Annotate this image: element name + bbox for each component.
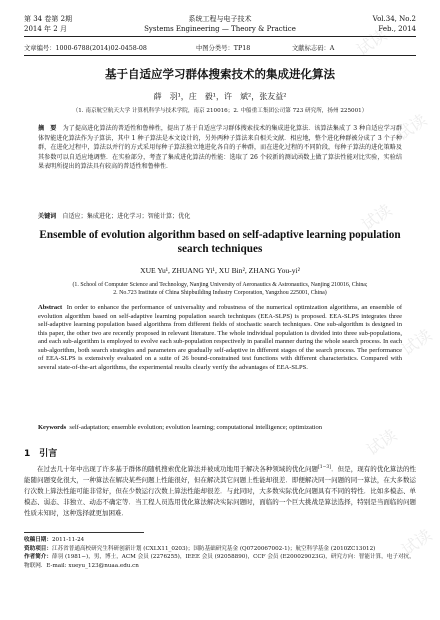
footnotes [24, 536, 416, 570]
header-date-cn: 2014 年 2 月 [24, 25, 67, 33]
watermark: 试读 [398, 525, 436, 560]
keywords-cn-label: 关键词 [38, 213, 57, 220]
funding-text: 江苏省普通高校研究生科研创新计划 (CXLX11_0203)；国防基础研究基金 (Q0720067002-1)；航空科学基金 (2010ZC13012) [51, 545, 376, 552]
footnote-rule [24, 532, 144, 533]
title-english: Ensemble of evolution algorithm based on self-adaptive learning population search techniques [39, 229, 401, 255]
keywords-cn-text: 自适应；集成进化；进化学习；智能计算；优化 [62, 213, 191, 220]
watermark: 试读 [353, 25, 391, 60]
intro-text-cont: ．但是，现有的优化算法的性能随问题变化很大，一种算法在解决某些问题上性能很好，但在解决其它问题上性能却很差．即便解决同一问题的同一算法，在大多数运行次数上算法性能可能非常好，但在少数运行次数上算法性能却很差．与此同时，大多数实际优化问题具有不同的特性．比如多模态、单模态、弱态、非独立、动态不确定等．当工程人员选用优化算法解决实际问题时，面临的一个巨大挑战是算法选择，特别是当面临的问题性质未知时，这种选择就更加困难． [24, 465, 416, 518]
watermark: 试读 [398, 325, 436, 360]
header-journal-cn: 系统工程与电子技术 [188, 15, 252, 23]
keywords-english [38, 424, 402, 433]
footnote-funding [24, 545, 416, 554]
header-volume: Vol.34, No.2 [372, 15, 416, 23]
abstract-chinese [38, 124, 402, 210]
meta-rule [24, 55, 416, 56]
abstract-en-label: Abstract [38, 304, 63, 311]
abstract-cn-text: 为了提高进化算法的普适性和鲁棒性，提出了基于自适应学习群体搜索技术的集成进化算法．该算法集成了 3 种自适应学习群体智能进化算法作为子算法，其中 1 种子算法是本文设计的，另外两种子算法来自相关文献．相应地，整个进化种群被分成了 3 个子种群，在进化过程中，算法以并行的方式采用每种子算法独立地进化各自的子种群，而在进化过程的不同阶段，每种子算法的进化策略及其参数可以自适应地调整．在实验部分，考查了集成进化算法的性能：选取了 26 个较新的测试函数上做了算法性能对比实验，实验结果表明所提出的算法具有较高的普适性和鲁棒性． [38, 125, 402, 171]
funding-label: 资助项目： [24, 545, 52, 552]
header-journal-en: Systems Engineering — Theory & Practice [144, 25, 296, 33]
author-bio-text: 薛羽 (1981−)，男，博士，ACM 会员 (2276255)，IEEE 会员 (92058890)，CCF 会员 (E200029023G)，研究方向：智能计算，电子对抗，物联网．E-mail: xueyu_123@nuaa.edu.cn [24, 554, 415, 569]
document-code: 文献标志码：A [292, 45, 335, 52]
header-issue: 第 34 卷第 2期 [24, 15, 73, 23]
intro-text: 在过去几十年中出现了许多基于群体的随机搜索优化算法并被成功地用于解决各种领域的优化问题 [37, 465, 319, 474]
affiliation-en-line: 2. No.723 Institute of China Shipbuilding Industry Corporation, Yangzhou 225001, China) [113, 290, 327, 296]
authors-english: XUE Yu¹, ZHUANG Yi¹, XU Bin², ZHANG You-yi² [140, 266, 300, 275]
watermark: 试读 [363, 425, 401, 460]
article-number: 文章编号：1000-6788(2014)02-0458-08 [24, 45, 147, 52]
received-date: 2011-11-24 [51, 537, 85, 543]
introduction-paragraph [24, 462, 416, 528]
footnote-received [24, 536, 416, 545]
abstract-cn-label: 摘 要 [38, 125, 57, 132]
abstract-english [38, 304, 402, 423]
authors-chinese: 薛 羽¹，庄 毅¹，许 斌²，张友益² [153, 92, 287, 101]
keywords-en-text: self-adaptation; ensemble evolution; evolution learning; computational intelligence; optimization [69, 424, 322, 431]
affiliation-en-line: (1. School of Computer Science and Technology, Nanjing University of Aeronautics & Astronautics, Nanjing 210016, China; [72, 282, 368, 288]
received-label: 收稿日期： [24, 537, 52, 543]
header-date-en: Feb., 2014 [378, 25, 416, 33]
abstract-en-text: In order to enhance the performance of universality and robustness of the numerical optimization algorithms, an ensemble of evolution algorithm based on self-adaptive learning population search techniques (EEA-SLPS) is proposed. EEA-SLPS integrates three self-adaptive learning population based algorithms from different fields of stochastic search techniques. One sub-algorithm is designed in this paper, the other two are recently proposed in relevant literature. The whole individual population is divided into three sub-populations, and each sub-algorithm is employed to evolve each sub-population respectively in parallel manner during the whole search process. In each sub-algorithm, both search strategies and parameters are gradually self-adaptive in different stages of the search process. The performance of EEA-SLPS is extensively evaluated on a suite of 26 bound-constrained test functions with different characteristics. Compared with several state-of-the-art algorithms, the experimental results clearly verify the advantages of EEA-SLPS. [38, 304, 402, 371]
author-bio-label: 作者简介： [24, 554, 52, 560]
keywords-en-label: Keywords [38, 424, 67, 431]
header-rule [24, 36, 416, 37]
section-heading-introduction: 1 引言 [24, 449, 58, 459]
citation-ref: [1−3] [318, 465, 332, 470]
title-chinese: 基于自适应学习群体搜索技术的集成进化算法 [105, 67, 335, 81]
keywords-chinese [38, 211, 402, 220]
watermark: 试读 [393, 110, 431, 145]
affiliation-english [40, 281, 400, 297]
clc-number: 中图分类号：TP18 [196, 45, 251, 52]
footnote-author-bio [24, 553, 416, 570]
affiliation-chinese: （1. 南京航空航天大学 计算机科学与技术学院，南京 210016；2. 中船重工集团公司第 723 研究所，扬州 225001） [72, 108, 368, 114]
watermark: 试读 [358, 200, 396, 235]
